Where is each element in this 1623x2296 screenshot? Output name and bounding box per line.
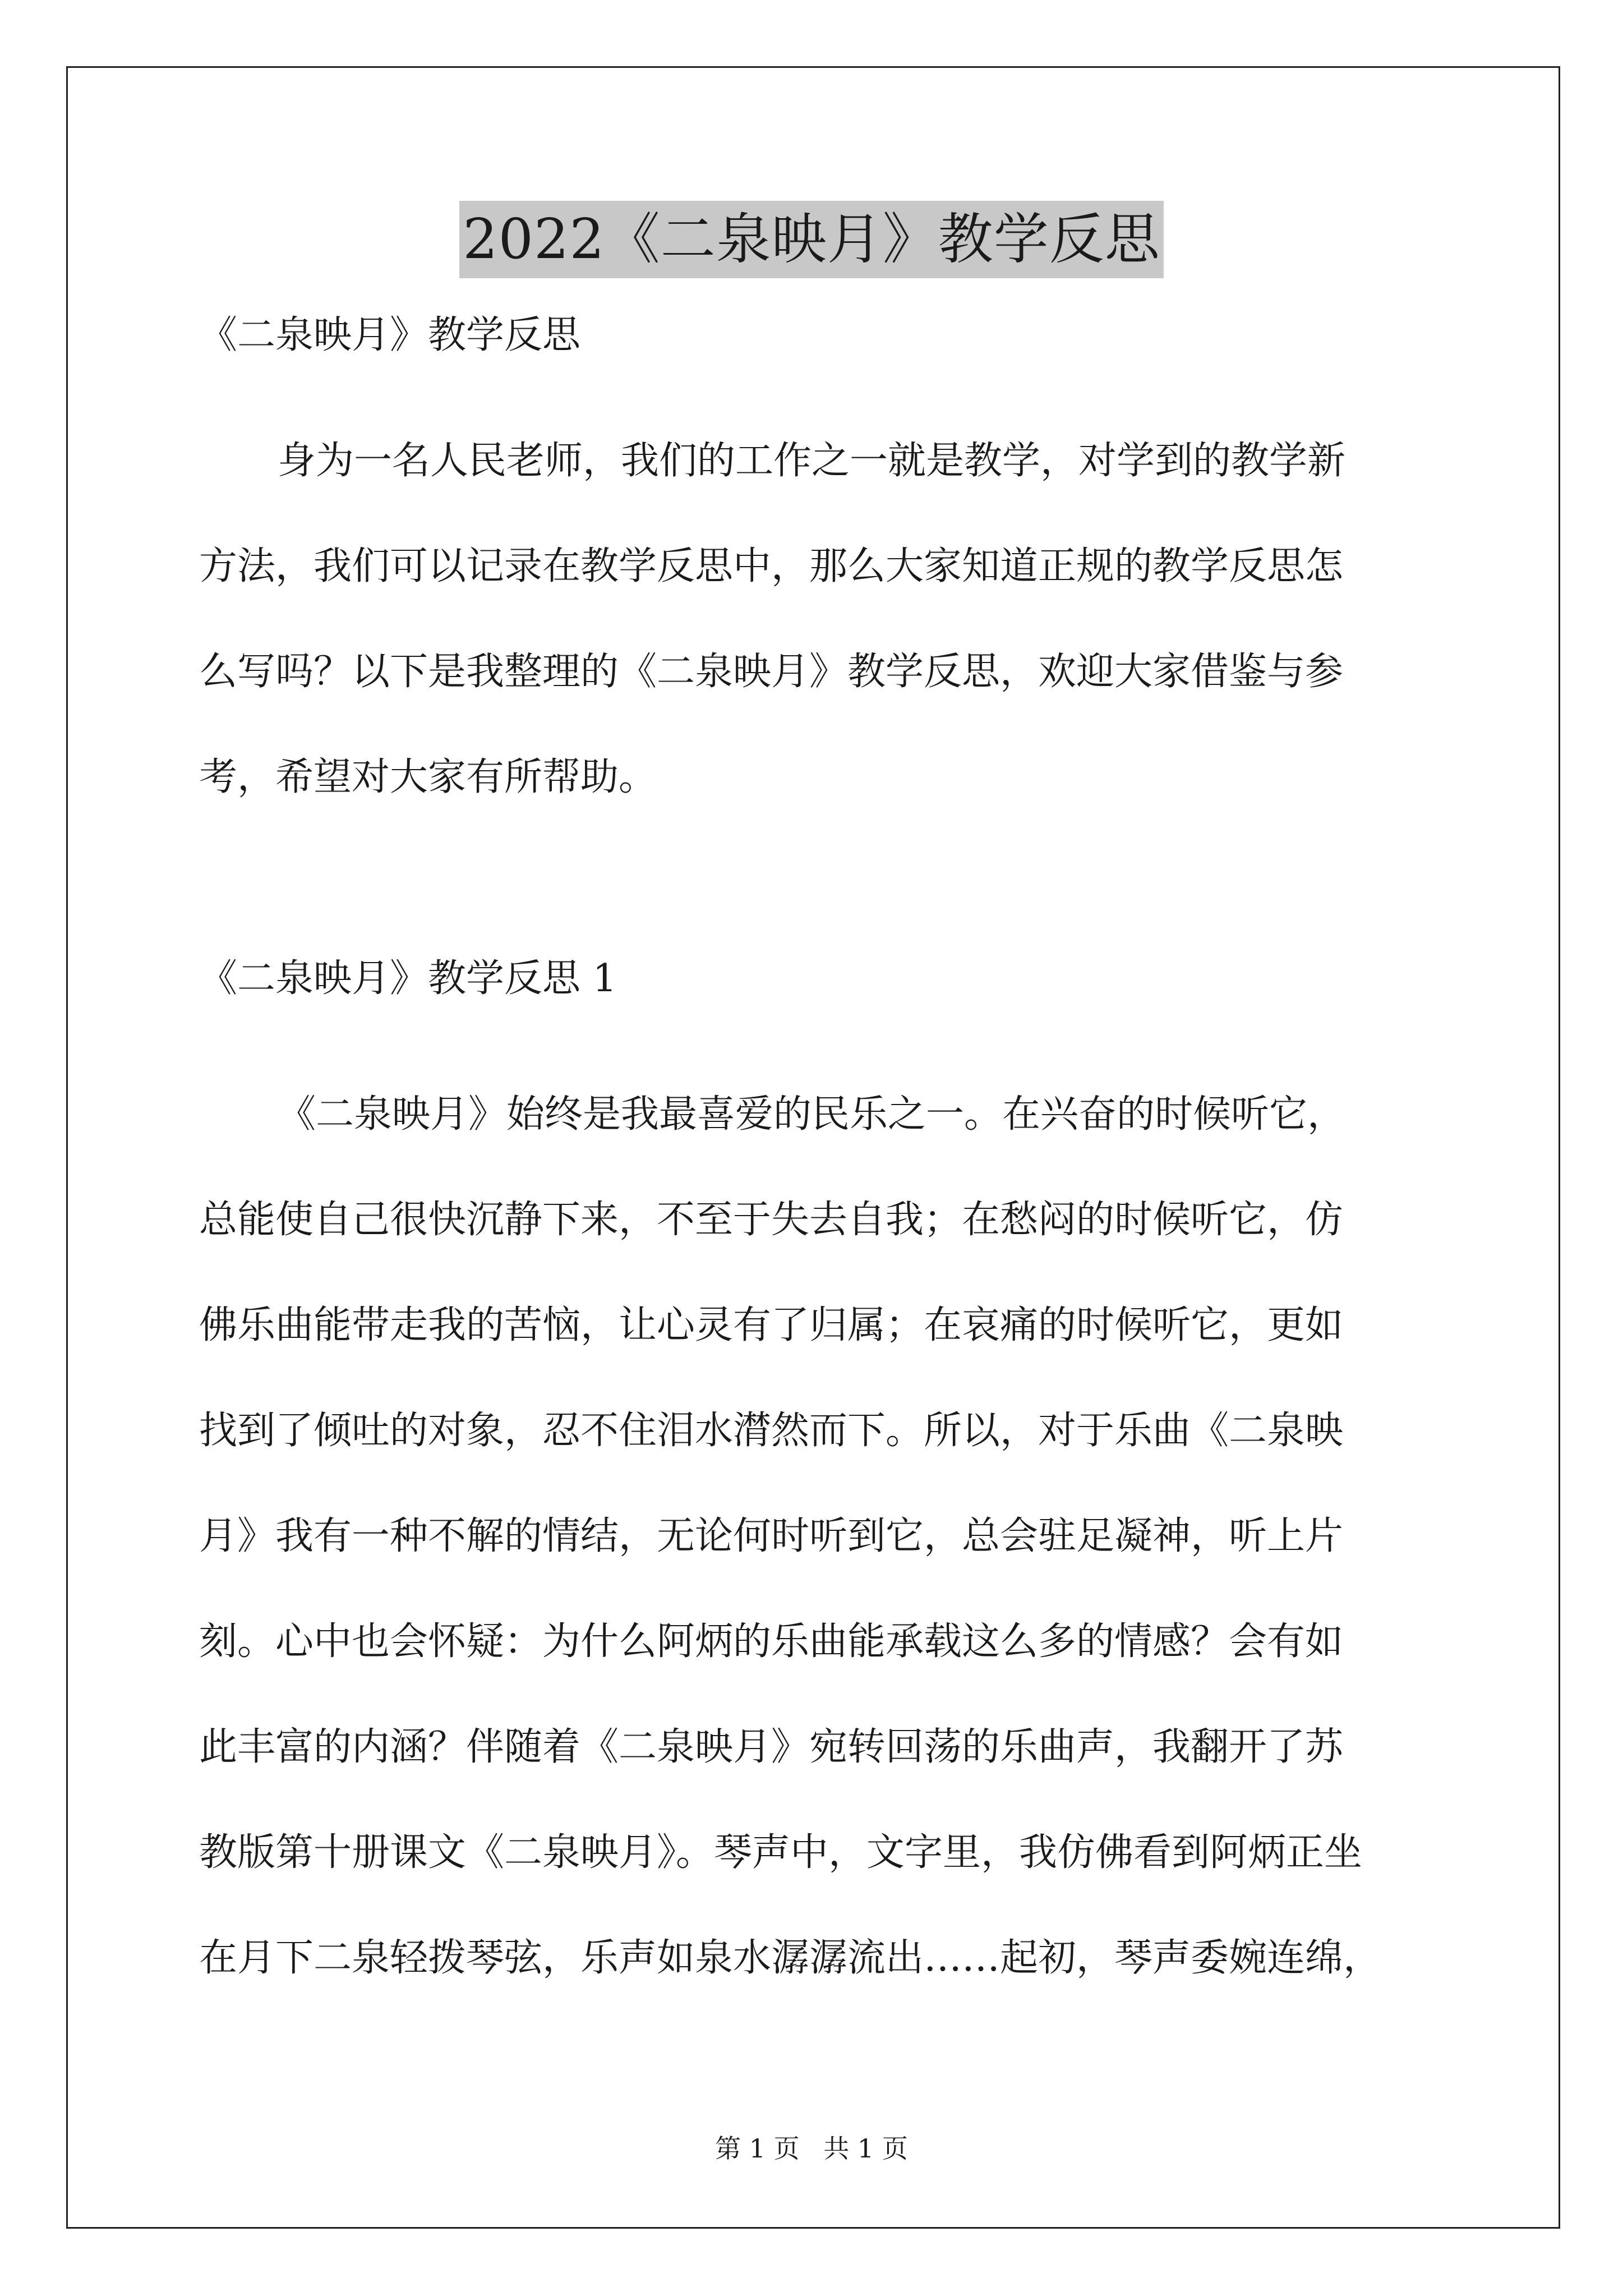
paragraph-line: 佛乐曲能带走我的苦恼，让心灵有了归属；在哀痛的时候听它，更如 [199, 1303, 1344, 1347]
title-container [0, 201, 1623, 278]
paragraph-line: 总能使自己很快沉静下来，不至于失去自我；在愁闷的时候听它，仿 [199, 1198, 1344, 1242]
page-total: 共 1 页 [823, 2133, 908, 2164]
paragraph-line: 此丰富的内涵？伴随着《二泉映月》宛转回荡的乐曲声，我翻开了苏 [199, 1725, 1344, 1769]
section-heading: 《二泉映月》教学反思 1 [199, 956, 617, 1001]
paragraph-line: 么写吗？以下是我整理的《二泉映月》教学反思，欢迎大家借鉴与参 [199, 650, 1344, 694]
paragraph-line: 找到了倾吐的对象，忍不住泪水潸然而下。所以，对于乐曲《二泉映 [199, 1409, 1344, 1453]
page-number: 第 1 页 [715, 2133, 800, 2164]
section-heading: 《二泉映月》教学反思 [199, 313, 581, 357]
document-body [199, 307, 1433, 2011]
paragraph-line: 月》我有一种不解的情结，无论何时听到它，总会驻足凝神，听上片 [199, 1514, 1344, 1558]
paragraph-line: 教版第十册课文《二泉映月》。琴声中，文字里，我仿佛看到阿炳正坐 [199, 1830, 1363, 1875]
document-title: 2022《二泉映月》教学反思 [459, 201, 1163, 278]
paragraph-line: 《二泉映月》始终是我最喜爱的民乐之一。在兴奋的时候听它， [278, 1092, 1346, 1137]
paragraph-line: 考，希望对大家有所帮助。 [199, 755, 657, 799]
section-paragraph [199, 1062, 1433, 2011]
paragraph-line: 刻。心中也会怀疑：为什么阿炳的乐曲能承载这么多的情感？会有如 [199, 1619, 1344, 1664]
paragraph-line: 方法，我们可以记录在教学反思中，那么大家知道正规的教学反思怎 [199, 544, 1344, 588]
paragraph-line: 在月下二泉轻拨琴弦，乐声如泉水潺潺流出……起初，琴声委婉连绵， [199, 1936, 1382, 1980]
paragraph-line: 身为一名人民老师，我们的工作之一就是教学，对学到的教学新 [278, 439, 1346, 483]
section-paragraph [199, 408, 1433, 830]
page-footer [0, 2132, 1623, 2165]
